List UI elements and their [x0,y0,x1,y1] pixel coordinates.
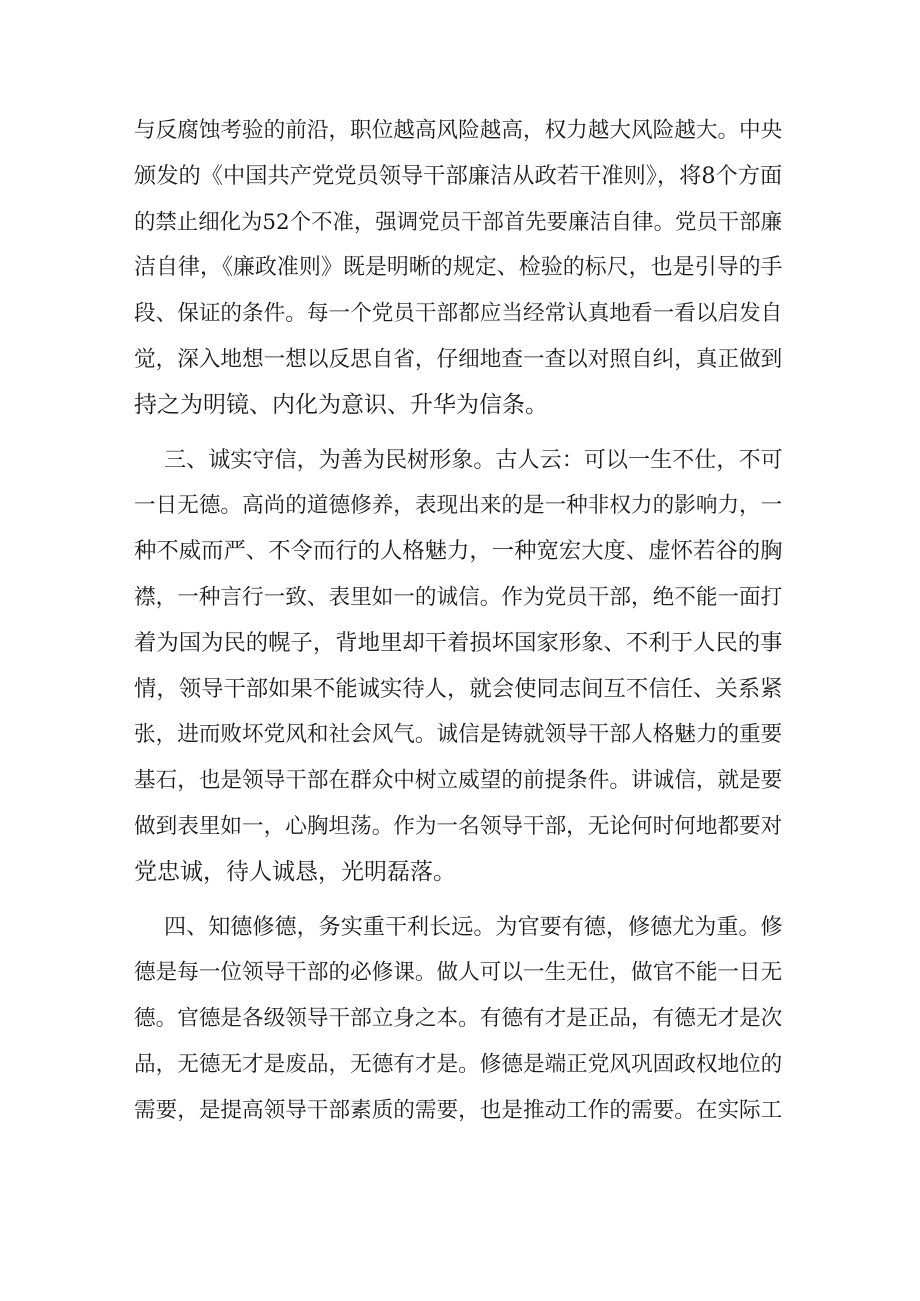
paragraph-3 [134,905,786,1134]
text-line: 洁自律，《廉政准则》既是明晰的规定、检验的标尺，也是引导的手 [134,255,783,281]
text-line: 德是每一位领导干部的必修课。做人可以一生无仕，做官不能一日无 [134,960,783,986]
paragraph-1 [134,108,786,429]
text-line: 觉，深入地想一想以反思自省，仔细地查一查以对照自纠，真正做到 [134,346,783,372]
text-line: 与反腐蚀考验的前沿，职位越高风险越高，权力越大风险越大。中央 [134,118,783,143]
text-line: 张，进而败坏党风和社会风气。诚信是铸就领导干部人格魅力的重要 [134,722,783,748]
text-line: 三、诚实守信，为善为民树形象。古人云：可以一生不仕，不可 [164,446,783,473]
paragraph-2 [134,438,786,896]
text-line: 四、知德修德，务实重干利长远。为官要有德，修德尤为重。修 [164,913,783,940]
text-line: 做到表里如一，心胸坦荡。作为一名领导干部，无论何时何地都要对 [134,813,783,839]
text-line: 需要，是提高领导干部素质的需要，也是推动工作的需要。在实际工 [134,1097,783,1123]
text-line: 着为国为民的幌子，背地里却干着损坏国家形象、不利于人民的事 [134,629,783,656]
text-line: 颁发的《中国共产党党员领导干部廉洁从政若干准则》，将8个方面 [134,162,783,189]
text-line: 的禁止细化为52个不准，强调党员干部首先要廉洁自律。党员干部廉 [134,209,783,235]
text-line: 党忠诚，待人诚恳，光明磊落。 [134,858,456,885]
text-line: 段、保证的条件。每一个党员干部都应当经常认真地看一看以启发自 [134,301,783,327]
text-line: 持之为明镜、内化为意识、升华为信条。 [134,391,548,418]
text-line: 基石，也是领导干部在群众中树立威望的前提条件。讲诚信，就是要 [134,768,783,794]
document-body [134,108,786,1134]
paragraph-spacer [134,429,786,438]
text-line: 德。官德是各级领导干部立身之本。有德有才是正品，有德无才是次 [134,1006,783,1032]
text-line: 襟，一种言行一致、表里如一的诚信。作为党员干部，绝不能一面打 [134,584,783,610]
text-line: 情，领导干部如果不能诚实待人，就会使同志间互不信任、关系紧 [134,675,783,702]
text-line: 种不威而严、不令而行的人格魅力，一种宽宏大度、虚怀若谷的胸 [134,538,783,565]
paragraph-spacer [134,896,786,905]
text-line: 品，无德无才是废品，无德有才是。修德是端正党风巩固政权地位的 [134,1051,783,1077]
text-line: 一日无德。高尚的道德修养，表现出来的是一种非权力的影响力，一 [134,493,783,519]
